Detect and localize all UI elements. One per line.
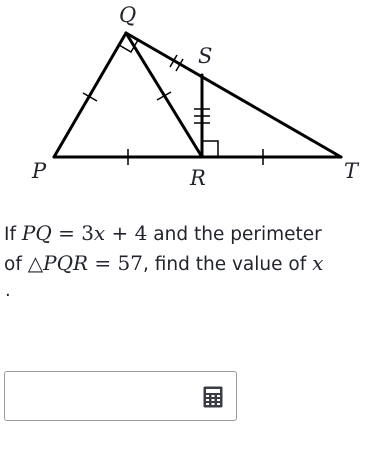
question-line-2 [4,249,389,279]
question-text [4,219,389,279]
calculator-icon[interactable] [203,386,223,408]
segment-qt [126,33,341,157]
answer-input[interactable] [5,372,195,420]
triangle-name: PQR [43,251,89,275]
question-line-1-prefix: If [4,224,22,245]
pq-x-variable: x [93,221,106,245]
segment-pq [54,33,126,157]
pq-constant: + 4 [105,221,148,245]
label-s: S [198,44,213,68]
segment-qr [126,33,202,157]
question-line-2-prefix: of [4,254,28,275]
answer-box[interactable] [4,371,237,421]
perimeter-expression [28,251,143,275]
triangle-symbol: △ [27,251,44,275]
perimeter-value: = 57 [88,251,143,275]
label-q: Q [119,3,137,27]
label-t: T [344,159,359,183]
question-line-1-suffix: and the perimeter [147,224,322,245]
pq-variable: PQ [21,221,52,245]
right-angle-mark-r [202,141,218,157]
label-r: R [190,166,206,190]
target-variable: x [312,251,324,275]
question-line-2-suffix: , find the value of [142,254,313,275]
geometry-figure [0,0,391,200]
trailing-period: . [5,280,11,301]
question-line-1 [4,219,389,249]
label-p: P [32,159,47,183]
pq-expression [22,221,148,245]
pq-equals-coefficient: = 3 [51,221,94,245]
